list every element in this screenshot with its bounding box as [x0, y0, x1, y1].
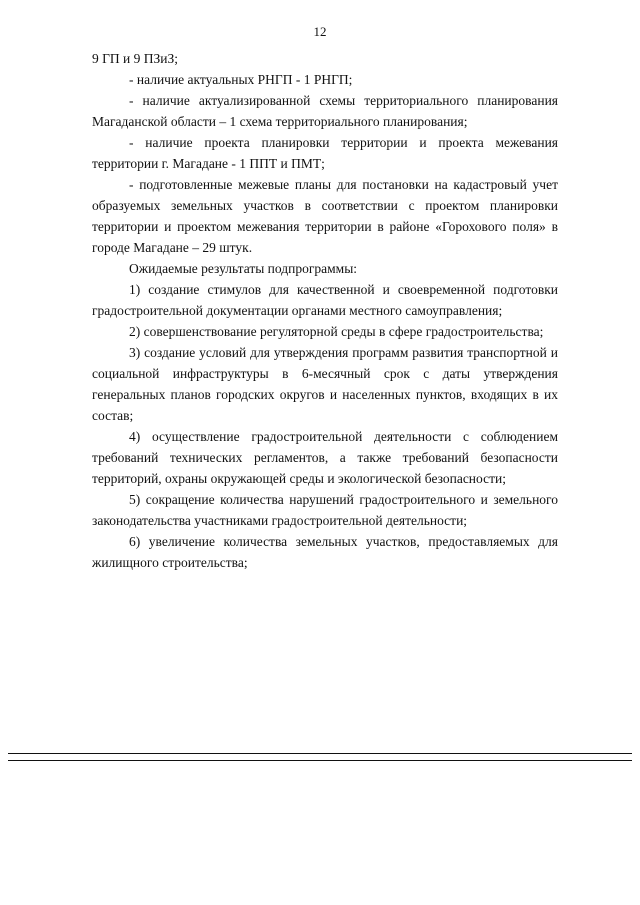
scan-separator-line	[8, 760, 632, 761]
paragraph: - наличие актуальных РНГП - 1 РНГП;	[129, 72, 353, 87]
page-number: 12	[313, 24, 327, 39]
scan-separator-line	[8, 753, 632, 754]
document-body	[92, 48, 558, 573]
paragraph: Ожидаемые результаты подпрограммы:	[129, 261, 358, 276]
paragraph: 5) сокращение количества нарушений градостроительного и земельного законодательства участниками градостроительной деятельности;	[92, 492, 558, 528]
paragraph: 3) создание условий для утверждения программ развития транспортной и социальной инфраструктуры в 6-месячный срок с даты утверждения генеральных планов городских округов и населенных пунктов, входящих в их состав;	[92, 345, 558, 423]
paragraph: 6) увеличение количества земельных участков, предоставляемых для жилищного строительства;	[92, 534, 558, 570]
paragraph: 4) осуществление градостроительной деятельности с соблюдением требований технических регламентов, а также требований безопасности территорий, охраны окружающей среды и экологической безопасности;	[92, 429, 558, 486]
paragraph: - наличие проекта планировки территории и проекта межевания территории г. Магадане - 1 ППТ и ПМТ;	[92, 135, 558, 171]
paragraph: 9 ГП и 9 ПЗиЗ;	[92, 51, 179, 66]
paragraph: - наличие актуализированной схемы территориального планирования Магаданской области – 1 схема территориального планирования;	[92, 93, 558, 129]
paragraph: - подготовленные межевые планы для постановки на кадастровый учет образуемых земельных участков в соответствии с проектом планировки территории и проектом межевания территории в районе «Горохового поля» в городе Магадане – 29 штук.	[92, 177, 558, 255]
paragraph: 1) создание стимулов для качественной и своевременной подготовки градостроительной документации органами местного самоуправления;	[92, 282, 558, 318]
paragraph: 2) совершенствование регуляторной среды в сфере градостроительства;	[129, 324, 544, 339]
